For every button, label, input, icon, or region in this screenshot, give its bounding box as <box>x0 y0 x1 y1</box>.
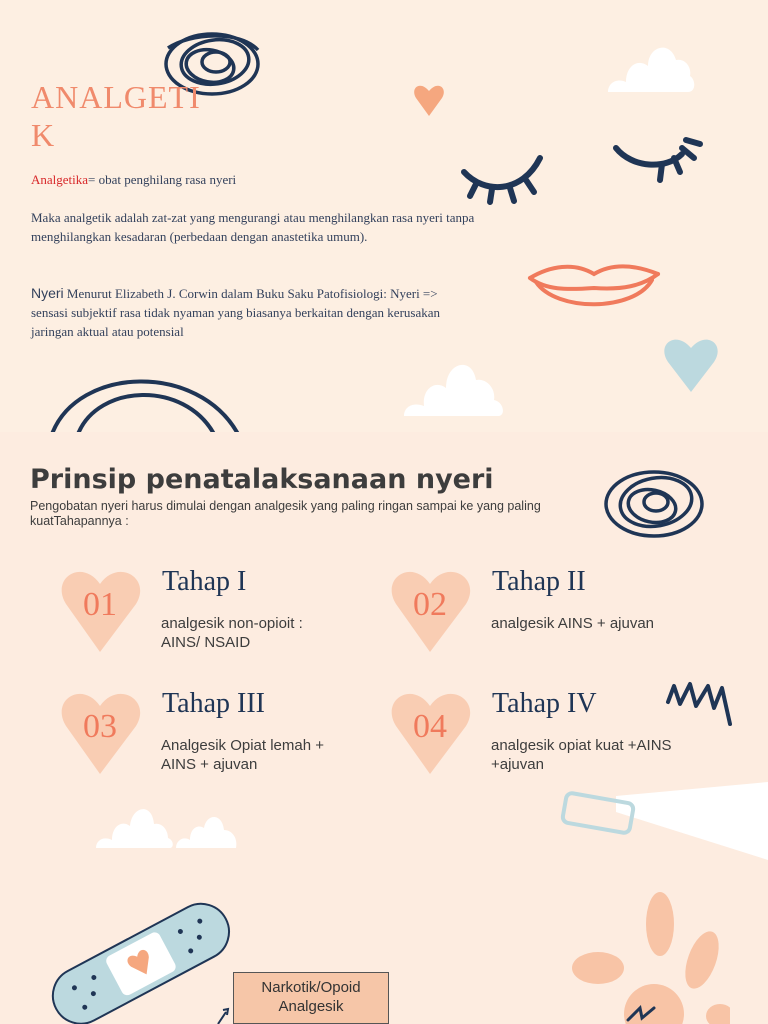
step-title: Tahap III <box>162 688 265 719</box>
lips-icon <box>526 260 662 316</box>
nyeri-label: Nyeri <box>31 285 64 301</box>
step-description: analgesik AINS + ajuvan <box>491 615 655 632</box>
step-card-1 <box>60 564 390 664</box>
step-number: 01 <box>83 586 117 623</box>
scribble-decoration <box>600 466 708 542</box>
nyeri-text: Menurut Elizabeth J. Corwin dalam Buku Saku Patofisiologi: Nyeri => sensasi subjektif rasa tidak nyaman yang biasanya berkaitan dengan kerusakan jaringan aktual atau potensial <box>31 286 440 339</box>
flowchart-box: Narkotik/Opoid Analgesik <box>233 972 389 1024</box>
flower-decoration <box>570 890 730 1024</box>
slide-title: Prinsip penatalaksanaan nyeri <box>30 464 494 495</box>
bandage-icon <box>40 902 240 1024</box>
step-number: 03 <box>83 708 117 745</box>
step-title: Tahap I <box>162 566 247 597</box>
step-number: 02 <box>413 586 447 623</box>
step-title: Tahap IV <box>492 688 597 719</box>
cloud-icon <box>604 36 696 94</box>
definition-body: = obat penghilang rasa nyeri <box>88 172 237 187</box>
zigzag-decoration <box>664 680 738 730</box>
heart-icon <box>412 82 446 118</box>
cloud-icon <box>400 350 508 418</box>
step-card-3 <box>60 686 390 786</box>
step-card-2 <box>390 564 720 664</box>
slide-subtitle: Pengobatan nyeri harus dimulai dengan analgesik yang paling ringan sampai ke yang paling kuatTahapannya : <box>30 499 541 528</box>
step-number: 04 <box>413 708 447 745</box>
step-description: analgesik opiat kuat +AINS +ajuvan <box>491 737 672 773</box>
cloud-icon <box>92 792 242 850</box>
beam-decoration <box>556 780 768 862</box>
definition-term: Analgetika <box>31 172 89 187</box>
heart-icon <box>662 334 720 394</box>
closed-eye-right-icon <box>610 134 704 190</box>
slide-title: ANALGETIK <box>31 79 201 153</box>
paragraph-nyeri <box>31 284 476 341</box>
definition-text <box>31 170 476 189</box>
paragraph-analgetik: Maka analgetik adalah zat-zat yang mengurangi atau menghilangkan rasa nyeri tanpa menghilangkan kesadaran (perbedaan dengan anastetika umum). <box>31 210 475 244</box>
step-description: analgesik non-opioit : AINS/ NSAID <box>161 615 303 651</box>
step-title: Tahap II <box>492 566 586 597</box>
slide-prinsip <box>0 432 768 1024</box>
rainbow-decoration <box>48 370 244 432</box>
slide-analgetik <box>0 0 768 432</box>
step-description: Analgesik Opiat lemah + AINS + ajuvan <box>161 737 325 773</box>
